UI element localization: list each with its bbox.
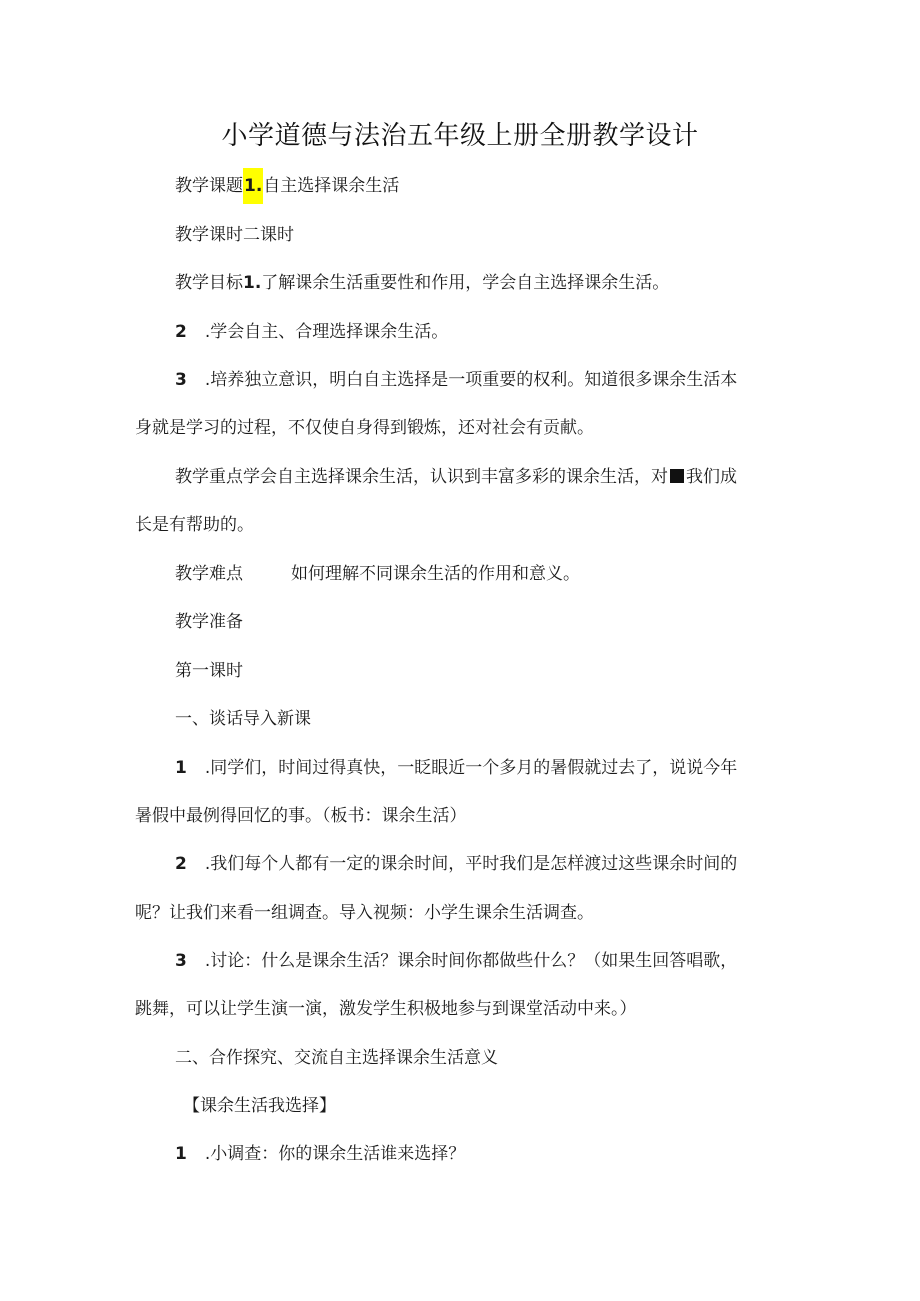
goals-label: 教学目标 xyxy=(175,273,243,293)
goals-item3-number: 3 xyxy=(175,370,187,390)
goals-item1-number: 1. xyxy=(243,273,262,293)
section2-p1-text: .小调查：你的课余生活谁来选择？ xyxy=(204,1144,466,1164)
lesson1-heading: 第一课时 xyxy=(175,661,243,681)
document-title: 小学道德与法治五年级上册全册教学设计 xyxy=(221,121,699,151)
topic-number-highlight: 1. xyxy=(243,168,263,204)
section1-p3-cont: 跳舞，可以让学生演一演，激发学生积极地参与到课堂活动中来。） xyxy=(135,999,637,1019)
section2-p1 xyxy=(175,1140,465,1168)
period-line: 教学课时二课时 xyxy=(175,225,294,245)
section1-p2-text-a: .我们每个人都有一定的课余时间，平时我们是怎样渡过这些课余时间的 xyxy=(204,854,738,874)
key-points-line-cont: 长是有帮助的。 xyxy=(135,515,254,535)
difficulty-label: 教学难点 xyxy=(175,564,243,584)
section2-heading: 二、合作探究、交流自主选择课余生活意义 xyxy=(175,1048,498,1068)
difficulty-line xyxy=(175,560,580,588)
goals-item3-text-a: .培养独立意识，明白自主选择是一项重要的权利。知道很多课余生活本 xyxy=(204,370,738,390)
section2-bracket-heading: 【课余生活我选择】 xyxy=(183,1096,336,1116)
difficulty-text: 如何理解不同课余生活的作用和意义。 xyxy=(291,564,580,584)
goals-line-2 xyxy=(175,318,448,346)
section1-heading: 一、谈话导入新课 xyxy=(175,709,311,729)
section1-p2 xyxy=(175,850,737,878)
preparation-line: 教学准备 xyxy=(175,612,243,632)
goals-line-1 xyxy=(175,269,669,297)
black-square-glyph xyxy=(670,469,684,483)
section1-p3-text-a: .讨论：什么是课余生活？课余时间你都做些什么？（如果生回答唱歌， xyxy=(204,951,738,971)
goals-line-3-cont: 身就是学习的过程，不仅使自身得到锻炼，还对社会有贡献。 xyxy=(135,418,594,438)
goals-item2-text: .学会自主、合理选择课余生活。 xyxy=(204,322,449,342)
section1-p2-cont: 呢？让我们来看一组调查。导入视频：小学生课余生活调查。 xyxy=(135,903,594,923)
topic-text: 自主选择课余生活 xyxy=(263,176,400,196)
topic-label: 教学课题 xyxy=(175,176,243,196)
section1-p1-cont: 暑假中最例得回忆的事。（板书：课余生活） xyxy=(135,806,467,826)
section1-p3-number: 3 xyxy=(175,951,187,971)
goals-item1-text: 了解课余生活重要性和作用，学会自主选择课余生活。 xyxy=(261,273,670,293)
key-points-text-a2: 我们成 xyxy=(686,467,737,487)
section2-p1-number: 1 xyxy=(175,1144,187,1164)
section1-p1-text-a: .同学们，时间过得真快，一眨眼近一个多月的暑假就过去了，说说今年 xyxy=(204,758,738,778)
section1-p2-number: 2 xyxy=(175,854,187,874)
topic-line xyxy=(175,172,399,200)
section1-p1 xyxy=(175,754,737,782)
goals-item2-number: 2 xyxy=(175,322,187,342)
goals-line-3 xyxy=(175,366,737,394)
key-points-line xyxy=(175,463,737,491)
section1-p3 xyxy=(175,947,737,975)
key-points-text-a: 教学重点学会自主选择课余生活，认识到丰富多彩的课余生活，对 xyxy=(175,467,668,487)
section1-p1-number: 1 xyxy=(175,758,187,778)
